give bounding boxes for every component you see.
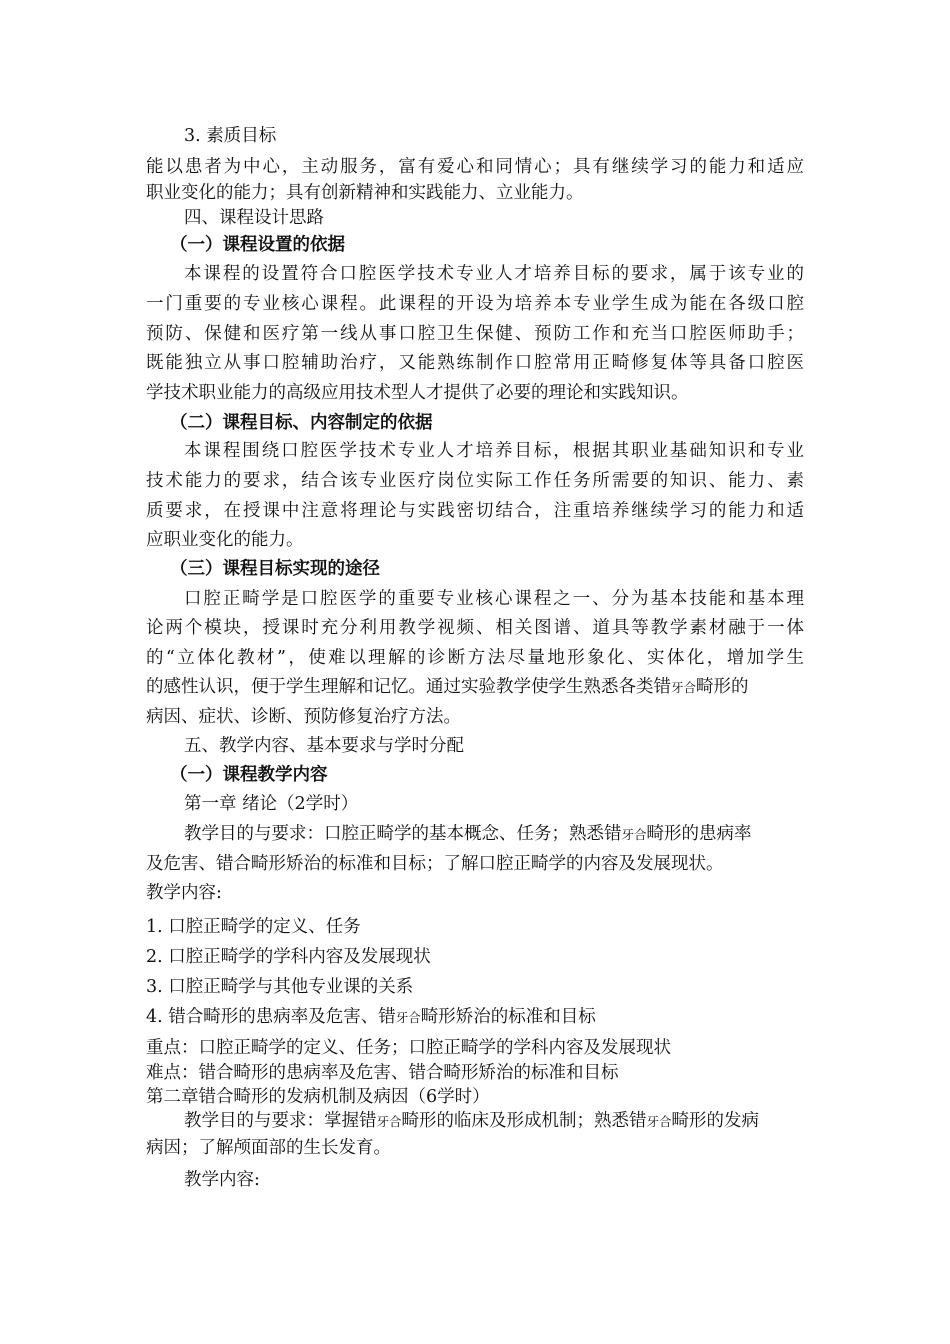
- paragraph-line: 能以患者为中心，主动服务，富有爱心和同情心；具有继续学习的能力和适应: [146, 157, 804, 177]
- text-run-small: 牙合: [646, 1114, 672, 1129]
- paragraph-line: 学技术职业能力的高级应用技术型人才提供了必要的理论和实践知识。: [146, 383, 689, 403]
- chapter-title: 第一章 绪论（2学时）: [184, 794, 359, 814]
- paragraph-line: 本课程围绕口腔医学技术专业人才培养目标，根据其职业基础知识和专业: [184, 441, 804, 461]
- paragraph-line: 病因、症状、诊断、预防修复治疗方法。: [146, 707, 461, 727]
- list-item: 1. 口腔正畸学的定义、任务: [146, 917, 361, 937]
- paragraph-line: 口腔正畸学是口腔医学的重要专业核心课程之一、分为基本技能和基本理: [184, 589, 804, 609]
- text-run-small: 牙合: [621, 827, 647, 842]
- paragraph-line: 应职业变化的能力。: [146, 530, 304, 550]
- paragraph-line: 预防、保健和医疗第一线从事口腔卫生保健、预防工作和充当口腔医师助手；: [146, 324, 804, 344]
- paragraph-line: [146, 679, 749, 697]
- section-title-quality-goals: 3. 素质目标: [184, 126, 277, 146]
- text-run: 4. 错合畸形的患病率及危害、错: [146, 1007, 396, 1027]
- text-run: 畸形的临床及形成机制；熟悉错: [401, 1111, 647, 1131]
- list-item: 3. 口腔正畸学与其他专业课的关系: [146, 977, 414, 997]
- heading-course-design: 四、课程设计思路: [184, 208, 324, 228]
- paragraph-line: 本课程的设置符合口腔医学技术专业人才培养目标的要求，属于该专业的: [184, 264, 804, 284]
- paragraph-line: 一门重要的专业核心课程。此课程的开设为培养本专业学生成为能在各级口腔: [146, 294, 804, 314]
- paragraph-line: 技术能力的要求，结合该专业医疗岗位实际工作任务所需要的知识、能力、素: [146, 471, 804, 491]
- list-item: [146, 1009, 596, 1027]
- paragraph-line: 既能独立从事口腔辅助治疗，又能熟练制作口腔常用正畸修复体等具备口腔医: [146, 353, 804, 373]
- paragraph-line: 质要求，在授课中注意将理论与实践密切结合，注重培养继续学习的能力和适: [146, 501, 804, 521]
- text-run: 畸形矫治的标准和目标: [420, 1007, 596, 1027]
- paragraph-line: 病因；了解颅面部的生长发育。: [146, 1138, 391, 1158]
- subheading-basis: （一）课程设置的依据: [170, 235, 345, 255]
- paragraph-line: 的“立体化教材”，使难以理解的诊断方法尽量地形象化、实体化，增加学生: [146, 648, 804, 668]
- difficult-points: 难点：错合畸形的患病率及危害、错合畸形矫治的标准和目标: [146, 1063, 619, 1083]
- paragraph-line: [184, 826, 752, 844]
- text-run: 教学目的与要求：掌握错: [184, 1111, 377, 1131]
- chapter-title: 第二章错合畸形的发病机制及病因（6学时）: [146, 1087, 490, 1107]
- subheading-goal-approach: （三）课程目标实现的途径: [170, 559, 380, 579]
- paragraph-line: [184, 1113, 759, 1131]
- text-run: 畸形的: [696, 677, 749, 697]
- text-run: 畸形的发病: [671, 1111, 760, 1131]
- text-run-small: 牙合: [376, 1114, 402, 1129]
- text-run-small: 牙合: [395, 1010, 421, 1025]
- key-points: 重点：口腔正畸学的定义、任务；口腔正畸学的学科内容及发展现状: [146, 1038, 671, 1058]
- subheading-goals-basis: （二）课程目标、内容制定的依据: [170, 413, 433, 433]
- paragraph-line: 职业变化的能力；具有创新精神和实践能力、立业能力。: [146, 183, 584, 203]
- text-run-small: 牙合: [671, 680, 697, 695]
- text-run: 的感性认识，便于学生理解和记忆。通过实验教学使学生熟悉各类错: [146, 677, 671, 697]
- subheading-course-content: （一）课程教学内容: [170, 765, 328, 785]
- paragraph-line: 论两个模块，授课时充分利用教学视频、相关图谱、道具等教学素材融于一体: [146, 618, 804, 638]
- list-item: 2. 口腔正畸学的学科内容及发展现状: [146, 947, 431, 967]
- paragraph-line: 及危害、错合畸形矫治的标准和目标；了解口腔正畸学的内容及发展现状。: [146, 854, 724, 874]
- text-run: 畸形的患病率: [646, 824, 752, 844]
- content-label: 教学内容:: [184, 1170, 260, 1190]
- heading-teaching-content: 五、教学内容、基本要求与学时分配: [184, 736, 464, 756]
- text-run: 教学目的与要求：口腔正畸学的基本概念、任务；熟悉错: [184, 824, 622, 844]
- content-label: 教学内容:: [146, 883, 222, 903]
